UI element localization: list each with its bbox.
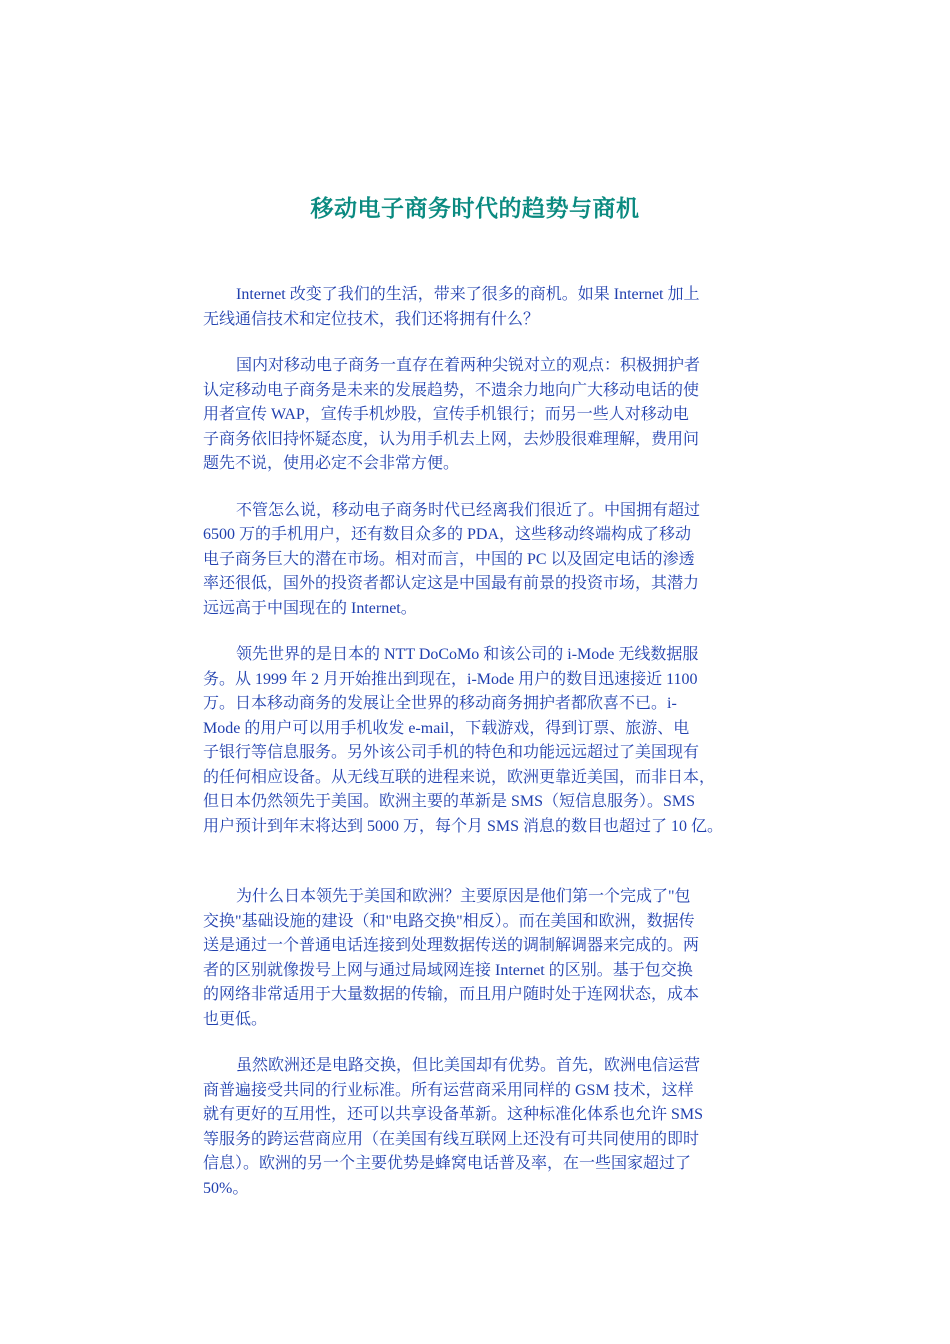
paragraph-line: 50%。 (203, 1179, 249, 1197)
paragraph-1 (203, 283, 763, 332)
paragraph-line: 者的区别就像拨号上网与通过局域网连接 Internet 的区别。基于包交换 (203, 961, 693, 979)
paragraph-5 (203, 885, 763, 1032)
paragraph-line: 子银行等信息服务。另外该公司手机的特色和功能远远超过了美国现有 (203, 744, 700, 761)
paragraph-line: 认定移动电子商务是未来的发展趋势，不遗余力地向广大移动电话的使 (203, 381, 700, 399)
paragraph-line: 务。从 1999 年 2 月开始推出到现在，i-Mode 用户的数目迅速接近 1100 (203, 670, 698, 688)
paragraph-line: 电子商务巨大的潜在市场。相对而言，中国的 PC 以及固定电话的渗透 (203, 550, 695, 568)
paragraph-line: 用者宣传 WAP，宣传手机炒股，宣传手机银行；而另一些人对移动电 (203, 406, 689, 423)
paragraph-line: 的网络非常适用于大量数据的传输，而且用户随时处于连网状态，成本 (203, 986, 700, 1003)
paragraph-line: 等服务的跨运营商应用（在美国有线互联网上还没有可共同使用的即时 (203, 1130, 700, 1148)
paragraph-line: Internet 改变了我们的生活，带来了很多的商机。如果 Internet 加上 (236, 286, 700, 303)
paragraph-line: 但日本仍然领先于美国。欧洲主要的革新是 SMS（短信息服务）。SMS (203, 793, 696, 810)
paragraph-line: 子商务依旧持怀疑态度，认为用手机去上网，去炒股很难理解，费用问 (203, 430, 700, 448)
paragraph-2 (203, 354, 763, 477)
paragraph-6 (203, 1054, 763, 1201)
paragraph-line: 万。日本移动商务的发展让全世界的移动商务拥护者都欣喜不已。i- (203, 695, 677, 712)
paragraph-line: 就有更好的互用性，还可以共享设备革新。这种标准化体系也允许 SMS (203, 1106, 704, 1123)
paragraph-line: 交换"基础设施的建设（和"电路交换"相反）。而在美国和欧洲，数据传 (203, 912, 695, 930)
paragraph-4 (203, 643, 763, 839)
paragraph-line: 无线通信技术和定位技术，我们还将拥有什么？ (203, 310, 540, 328)
paragraph-line: Mode 的用户可以用手机收发 e-mail，下载游戏，得到订票、旅游、电 (203, 719, 690, 737)
paragraph-3 (203, 499, 763, 622)
paragraph-line: 领先世界的是日本的 NTT DoCoMo 和该公司的 i-Mode 无线数据服 (236, 646, 699, 663)
paragraph-line: 6500 万的手机用户，还有数目众多的 PDA，这些移动终端构成了移动 (203, 526, 692, 543)
paragraph-line: 题先不说，使用必定不会非常方便。 (203, 455, 460, 472)
paragraph-line: 虽然欧洲还是电路交换，但比美国却有优势。首先，欧洲电信运营 (236, 1057, 701, 1074)
paragraph-line: 用户预计到年末将达到 5000 万，每个月 SMS 消息的数目也超过了 10 亿。 (203, 817, 724, 835)
paragraph-line: 商普遍接受共同的行业标准。所有运营商采用同样的 GSM 技术，这样 (203, 1081, 694, 1099)
paragraph-line: 率还很低，国外的投资者都认定这是中国最有前景的投资市场，其潜力 (203, 575, 700, 592)
paragraph-line: 信息）。欧洲的另一个主要优势是蜂窝电话普及率，在一些国家超过了 (203, 1155, 692, 1172)
paragraph-line: 远远高于中国现在的 Internet。 (203, 599, 417, 617)
document-body (203, 283, 763, 1223)
paragraph-line: 送是通过一个普通电话连接到处理数据传送的调制解调器来完成的。两 (203, 937, 700, 954)
paragraph-line: 为什么日本领先于美国和欧洲？主要原因是他们第一个完成了"包 (236, 888, 691, 905)
paragraph-line: 也更低。 (203, 1010, 268, 1028)
paragraph-line: 不管怎么说，移动电子商务时代已经离我们很近了。中国拥有超过 (236, 501, 701, 519)
paragraph-line: 国内对移动电子商务一直存在着两种尖锐对立的观点：积极拥护者 (236, 357, 701, 374)
document-title: 移动电子商务时代的趋势与商机 (310, 195, 640, 222)
paragraph-line: 的任何相应设备。从无线互联的进程来说，欧洲更靠近美国，而非日本， (203, 768, 716, 786)
